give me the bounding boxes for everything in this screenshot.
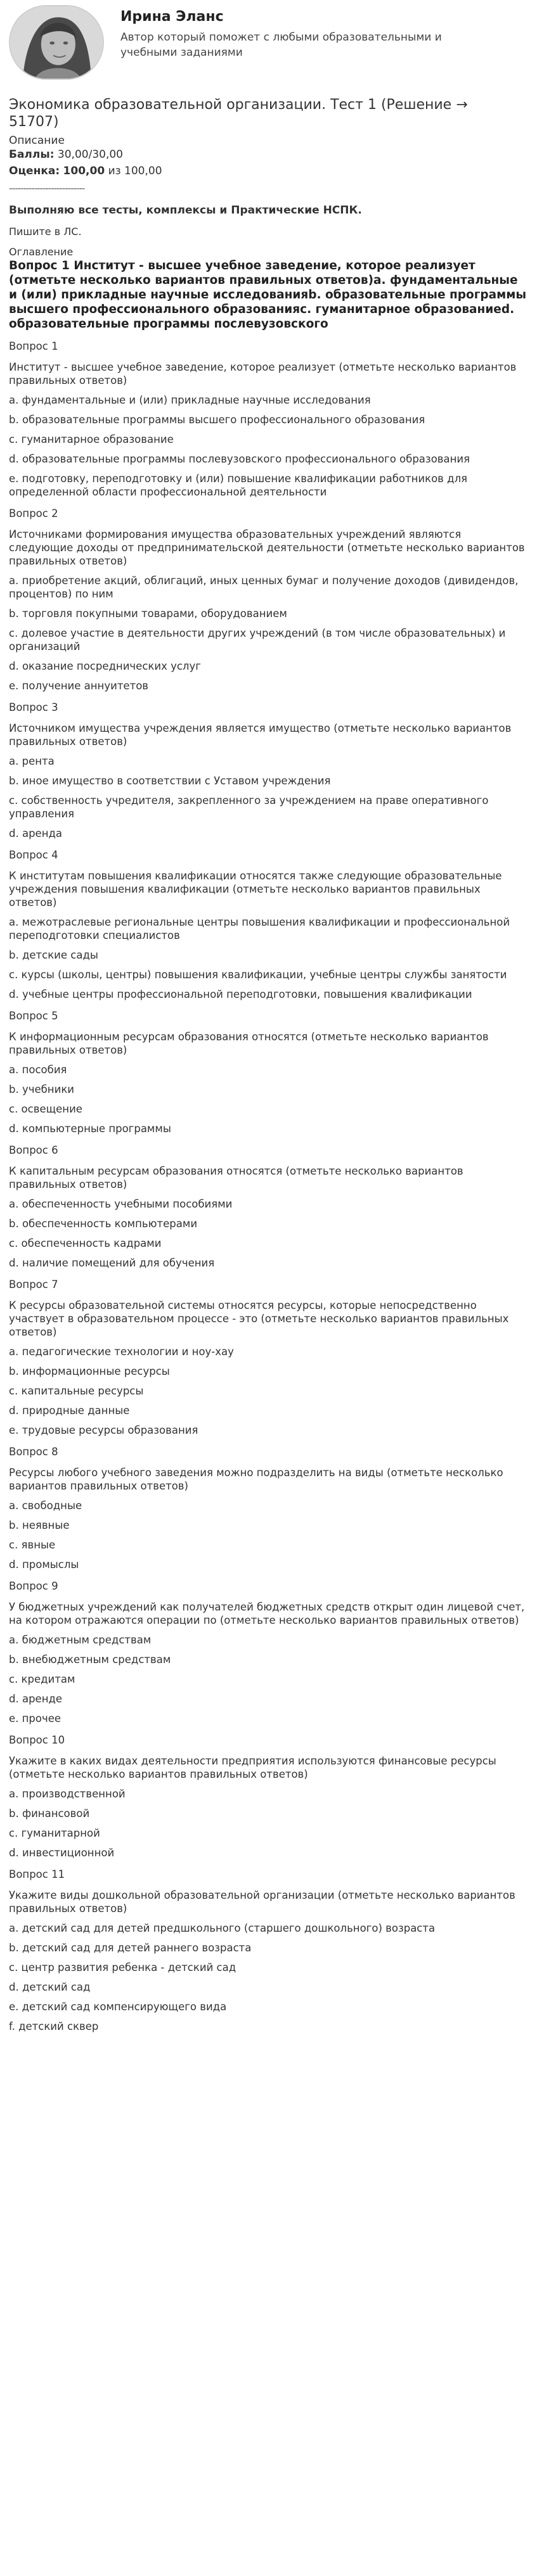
answer-option: c. долевое участие в деятельности других учреждений (в том числе образовательных) и организаций xyxy=(9,627,506,653)
answer-option: d. учебные центры профессиональной переподготовки, повышения квалификации xyxy=(9,988,472,1000)
avatar[interactable] xyxy=(9,5,104,80)
score-line xyxy=(9,165,528,177)
answer-option: b. иное имущество в соответствии с Уставом учреждения xyxy=(9,775,331,787)
answer-option: c. капитальные ресурсы xyxy=(9,1385,144,1397)
answer-option: b. детский сад для детей раннего возраста xyxy=(9,1942,252,1954)
question-block xyxy=(9,1868,528,2033)
question-block xyxy=(9,1734,528,1859)
question-number: Вопрос 1 xyxy=(9,340,58,352)
answer-option: a. детский сад для детей предшкольного (старшего дошкольного) возраста xyxy=(9,1922,436,1934)
answer-option: b. обеспеченность компьютерами xyxy=(9,1218,198,1230)
question-block xyxy=(9,507,528,692)
points-value: 30,00/30,00 xyxy=(57,148,123,161)
toc-label: Оглавление xyxy=(9,246,74,258)
answer-option: e. прочее xyxy=(9,1712,61,1725)
avatar-image xyxy=(10,6,103,79)
separator: --------------------------- xyxy=(9,182,85,194)
author-header xyxy=(9,0,528,89)
question-text: Источником имущества учреждения является имущество (отметьте несколько вариантов правильных ответов) xyxy=(9,722,512,748)
score-label: Оценка: xyxy=(9,165,60,177)
answer-option: d. компьютерные программы xyxy=(9,1123,171,1135)
answer-option: a. свободные xyxy=(9,1500,82,1512)
answer-option: d. оказание посреднических услуг xyxy=(9,660,201,672)
question-block xyxy=(9,1278,528,1437)
question-block xyxy=(9,849,528,1001)
answer-option: b. детские сады xyxy=(9,949,98,961)
answer-option: e. детский сад компенсирующего вида xyxy=(9,2001,227,2013)
answer-option: d. аренда xyxy=(9,827,63,839)
answer-option: e. трудовые ресурсы образования xyxy=(9,1424,198,1436)
answer-option: a. фундаментальные и (или) прикладные научные исследования xyxy=(9,394,371,406)
question-number: Вопрос 6 xyxy=(9,1144,58,1156)
author-description: Автор который поможет с любыми образовательными и учебными заданиями xyxy=(120,31,442,59)
question-text: Институт - высшее учебное заведение, которое реализует (отметьте несколько вариантов правильных ответов) xyxy=(9,361,517,386)
answer-option: b. финансовой xyxy=(9,1808,90,1820)
author-info xyxy=(120,9,476,60)
answer-option: d. природные данные xyxy=(9,1405,130,1417)
answer-option: b. образовательные программы высшего профессионального образования xyxy=(9,414,425,426)
question-number: Вопрос 5 xyxy=(9,1010,58,1022)
question-block xyxy=(9,1580,528,1725)
points-line xyxy=(9,148,528,161)
question-block xyxy=(9,1446,528,1571)
question-text: У бюджетных учреждений как получателей бюджетных средств открыт один лицевой счет, на котором отражаются операции по (отметьте несколько вариантов правильных ответов) xyxy=(9,1601,525,1626)
answer-option: a. бюджетным средствам xyxy=(9,1634,152,1646)
answer-option: c. обеспеченность кадрами xyxy=(9,1237,162,1249)
question-number: Вопрос 8 xyxy=(9,1446,58,1458)
answer-option: a. рента xyxy=(9,755,55,767)
question-text: Источниками формирования имущества образовательных учреждений являются следующие доходы от предпринимательской деятельности (отметьте несколько вариантов правильных ответов) xyxy=(9,528,525,567)
answer-option: c. освещение xyxy=(9,1103,82,1115)
document-title: Экономика образовательной организации. Тест 1 (Решение → 51707) xyxy=(9,97,468,130)
answer-option: b. информационные ресурсы xyxy=(9,1365,170,1377)
answer-option: b. торговля покупными товарами, оборудованием xyxy=(9,608,287,620)
answer-option: c. курсы (школы, центры) повышения квалификации, учебные центры службы занятости xyxy=(9,969,507,981)
question-number: Вопрос 11 xyxy=(9,1868,65,1880)
answer-option: f. детский сквер xyxy=(9,2020,99,2032)
answer-option: d. инвестиционной xyxy=(9,1847,115,1859)
question-number: Вопрос 7 xyxy=(9,1278,58,1291)
question-block xyxy=(9,340,528,499)
answer-option: b. неявные xyxy=(9,1519,70,1531)
question-text: Укажите виды дошкольной образовательной организации (отметьте несколько вариантов правильных ответов) xyxy=(9,1889,515,1915)
answer-option: d. аренде xyxy=(9,1693,63,1705)
score-value: 100,00 xyxy=(63,165,105,177)
answer-option: c. гуманитарное образование xyxy=(9,433,174,445)
question-block xyxy=(9,701,528,840)
questions-list xyxy=(9,340,528,2033)
question-text: Ресурсы любого учебного заведения можно подразделить на виды (отметьте несколько вариантов правильных ответов) xyxy=(9,1467,503,1492)
question-block xyxy=(9,1144,528,1270)
score-suffix: из 100,00 xyxy=(108,165,162,177)
answer-option: a. межотраслевые региональные центры повышения квалификации и профессиональной переподготовки специалистов xyxy=(9,916,510,941)
answer-option: c. собственность учредителя, закрепленного за учреждением на праве оперативного управления xyxy=(9,794,489,820)
question-number: Вопрос 10 xyxy=(9,1734,65,1746)
answer-option: b. внебюджетным средствам xyxy=(9,1654,171,1666)
toc-title: Вопрос 1 Институт - высшее учебное заведение, которое реализует (отметьте несколько вариантов правильных ответов)a. фундаментальные и (или) прикладные научные исследованияb. образовательные программы высшего профессионального образованияc. гуманитарное образованиеd. образовательные программы послевузовского xyxy=(9,259,527,331)
answer-option: e. получение аннуитетов xyxy=(9,680,149,692)
answer-option: c. центр развития ребенка - детский сад xyxy=(9,1961,236,1973)
question-text: К ресурсы образовательной системы относятся ресурсы, которые непосредственно участвует в образовательном процессе - это (отметьте несколько вариантов правильных ответов) xyxy=(9,1299,509,1338)
answer-option: c. кредитам xyxy=(9,1673,75,1685)
promo-text: Выполняю все тесты, комплексы и Практические НСПК. xyxy=(9,204,362,217)
question-number: Вопрос 3 xyxy=(9,701,58,713)
question-text: Укажите в каких видах деятельности предприятия используются финансовые ресурсы (отметьте несколько вариантов правильных ответов) xyxy=(9,1755,496,1780)
question-block xyxy=(9,1010,528,1135)
answer-option: a. обеспеченность учебными пособиями xyxy=(9,1198,233,1210)
description-label: Описание xyxy=(9,134,65,147)
author-name[interactable]: Ирина Эланс xyxy=(120,9,224,25)
answer-option: d. детский сад xyxy=(9,1981,91,1993)
answer-option: a. педагогические технологии и ноу-хау xyxy=(9,1346,234,1358)
question-number: Вопрос 4 xyxy=(9,849,58,861)
answer-option: c. явные xyxy=(9,1539,56,1551)
answer-option: e. подготовку, переподготовку и (или) повышение квалификации работников для определенной области профессиональной деятельности xyxy=(9,473,468,498)
answer-option: d. промыслы xyxy=(9,1559,79,1571)
question-number: Вопрос 2 xyxy=(9,507,58,520)
answer-option: c. гуманитарной xyxy=(9,1827,100,1839)
answer-option: d. образовательные программы послевузовского профессионального образования xyxy=(9,453,470,465)
question-text: К институтам повышения квалификации относятся также следующие образовательные учреждения повышения квалификации (отметьте несколько вариантов правильных ответов) xyxy=(9,870,502,909)
question-text: К капитальным ресурсам образования относятся (отметьте несколько вариантов правильных ответов) xyxy=(9,1165,463,1190)
answer-option: d. наличие помещений для обучения xyxy=(9,1257,215,1269)
points-label: Баллы: xyxy=(9,148,55,161)
contact-text: Пишите в ЛС. xyxy=(9,226,82,238)
question-text: К информационным ресурсам образования относятся (отметьте несколько вариантов правильных ответов) xyxy=(9,1031,489,1056)
question-number: Вопрос 9 xyxy=(9,1580,58,1592)
answer-option: a. приобретение акций, облигаций, иных ценных бумаг и получение доходов (дивидендов, процентов) по ним xyxy=(9,575,519,600)
answer-option: a. пособия xyxy=(9,1064,67,1076)
answer-option: b. учебники xyxy=(9,1083,75,1095)
answer-option: a. производственной xyxy=(9,1788,126,1800)
